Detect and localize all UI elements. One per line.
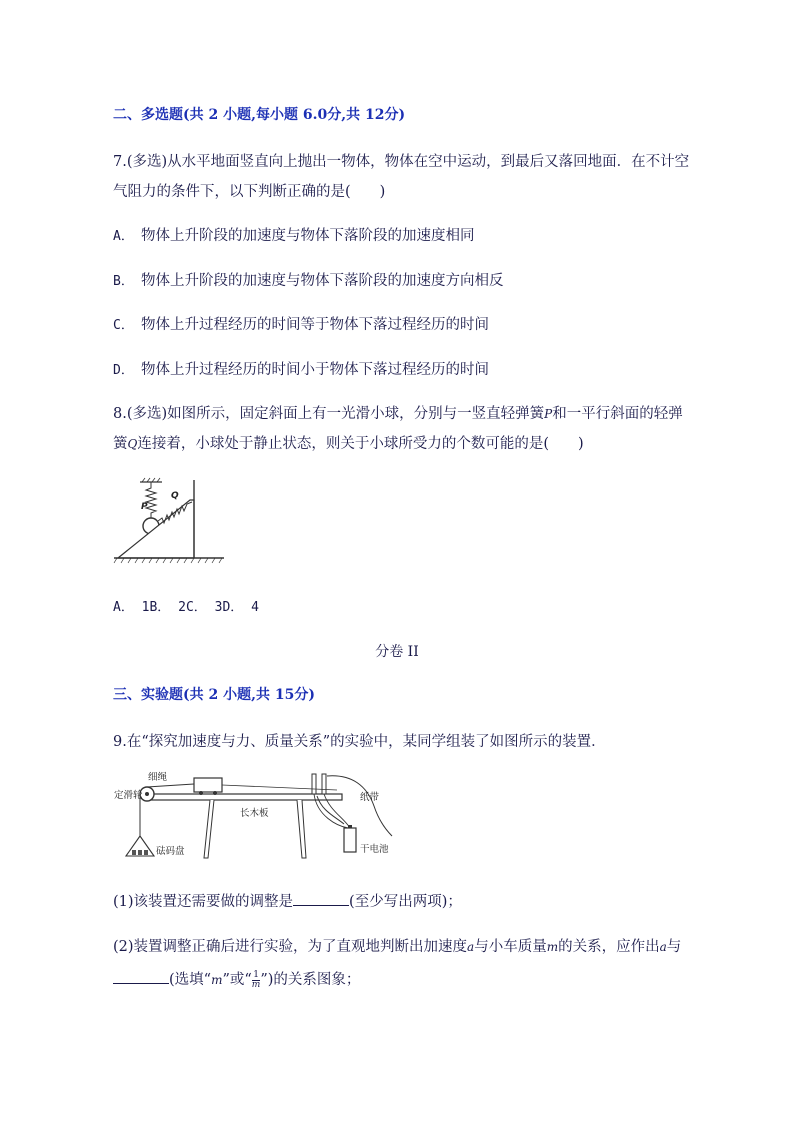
question-7-option-c [113,313,489,334]
variable-a: a [467,940,475,954]
experiment-apparatus-figure [112,766,402,866]
label-rope: 细绳 [148,772,168,783]
sub2-text-b: 与小车质量 [474,939,547,955]
label-q: Q [171,491,179,501]
variable-a: a [659,940,667,954]
answer-blank-1[interactable] [293,893,349,906]
question-7-option-d [113,358,489,379]
q8-text-1b: 和一平行斜面的轻弹 [552,406,683,422]
fraction-numerator: 1 [253,969,259,980]
question-8-line-1 [113,402,683,423]
sub1-text-a: (1)该装置还需要做的调整是 [113,894,294,910]
q8-text-1a: 8.(多选)如图所示，固定斜面上有一光滑小球，分别与一竖直轻弹簧 [113,406,545,422]
question-7-line-1: 7.(多选)从水平地面竖直向上抛出一物体，物体在空中运动，到最后又落回地面．在不计空 [113,154,690,170]
label-battery: 干电池 [360,844,389,855]
sub1-text-b: (至少写出两项)； [349,894,462,910]
option-letter: B． [113,274,134,289]
variable-q: Q [127,437,138,451]
option-text: 物体上升过程经历的时间等于物体下落过程经历的时间 [141,317,489,333]
sub2-text-c: 的关系，应作出 [558,939,660,955]
question-9-sub-2-line-2 [113,968,360,990]
label-board: 长木板 [240,808,269,819]
section-heading-multiple-choice: 二、多选题(共 2 小题,每小题 6.0分,共 12分) [113,107,406,123]
question-7-line-2: 气阻力的条件下，以下判断正确的是( ) [113,184,386,200]
sub2-text-g: ”)的关系图象； [260,972,361,988]
variable-m: m [211,973,223,987]
answer-blank-2[interactable] [113,971,169,984]
option-letter: D． [113,363,134,378]
label-pulley: 定滑轮 [114,790,143,801]
option-text: 物体上升过程经历的时间小于物体下落过程经历的时间 [141,362,489,378]
fraction-denominator: m [251,979,261,990]
q8-text-2b: 连接着，小球处于静止状态，则关于小球所受力的个数可能的是( ) [137,436,584,452]
sub2-text-a: (2)装置调整正确后进行实验，为了直观地判断出加速度 [113,939,468,955]
question-7-option-a [113,224,475,245]
option-text: 物体上升阶段的加速度与物体下落阶段的加速度相同 [141,228,475,244]
label-tape: 纸带 [360,792,380,803]
question-9-sub-2-line-1 [113,935,681,956]
sub2-text-d: 与 [666,939,682,955]
question-7-option-b [113,269,504,290]
label-weights: 砝码盘 [156,846,185,857]
question-8-answer-options: A． 1B． 2C． 3D． 4 [113,600,259,615]
variable-m: m [546,940,559,954]
incline-spring-figure [112,476,227,566]
question-9-sub-1 [113,890,462,911]
option-text: 物体上升阶段的加速度与物体下落阶段的加速度方向相反 [141,273,504,289]
sub2-text-e: (选填“ [169,972,212,988]
part-2-title: 分卷 II [375,644,419,660]
question-8-line-2 [113,432,584,453]
q8-text-2a: 簧 [113,436,128,452]
label-p: P [141,502,148,512]
variable-p: P [544,407,553,421]
option-letter: C． [113,318,134,333]
sub2-text-f: ”或“ [222,972,252,988]
option-letter: A． [113,229,134,244]
question-9-intro: 9.在“探究加速度与力、质量关系”的实验中，某同学组装了如图所示的装置． [113,734,606,750]
section-heading-experiment: 三、实验题(共 2 小题,共 15分) [113,687,315,703]
